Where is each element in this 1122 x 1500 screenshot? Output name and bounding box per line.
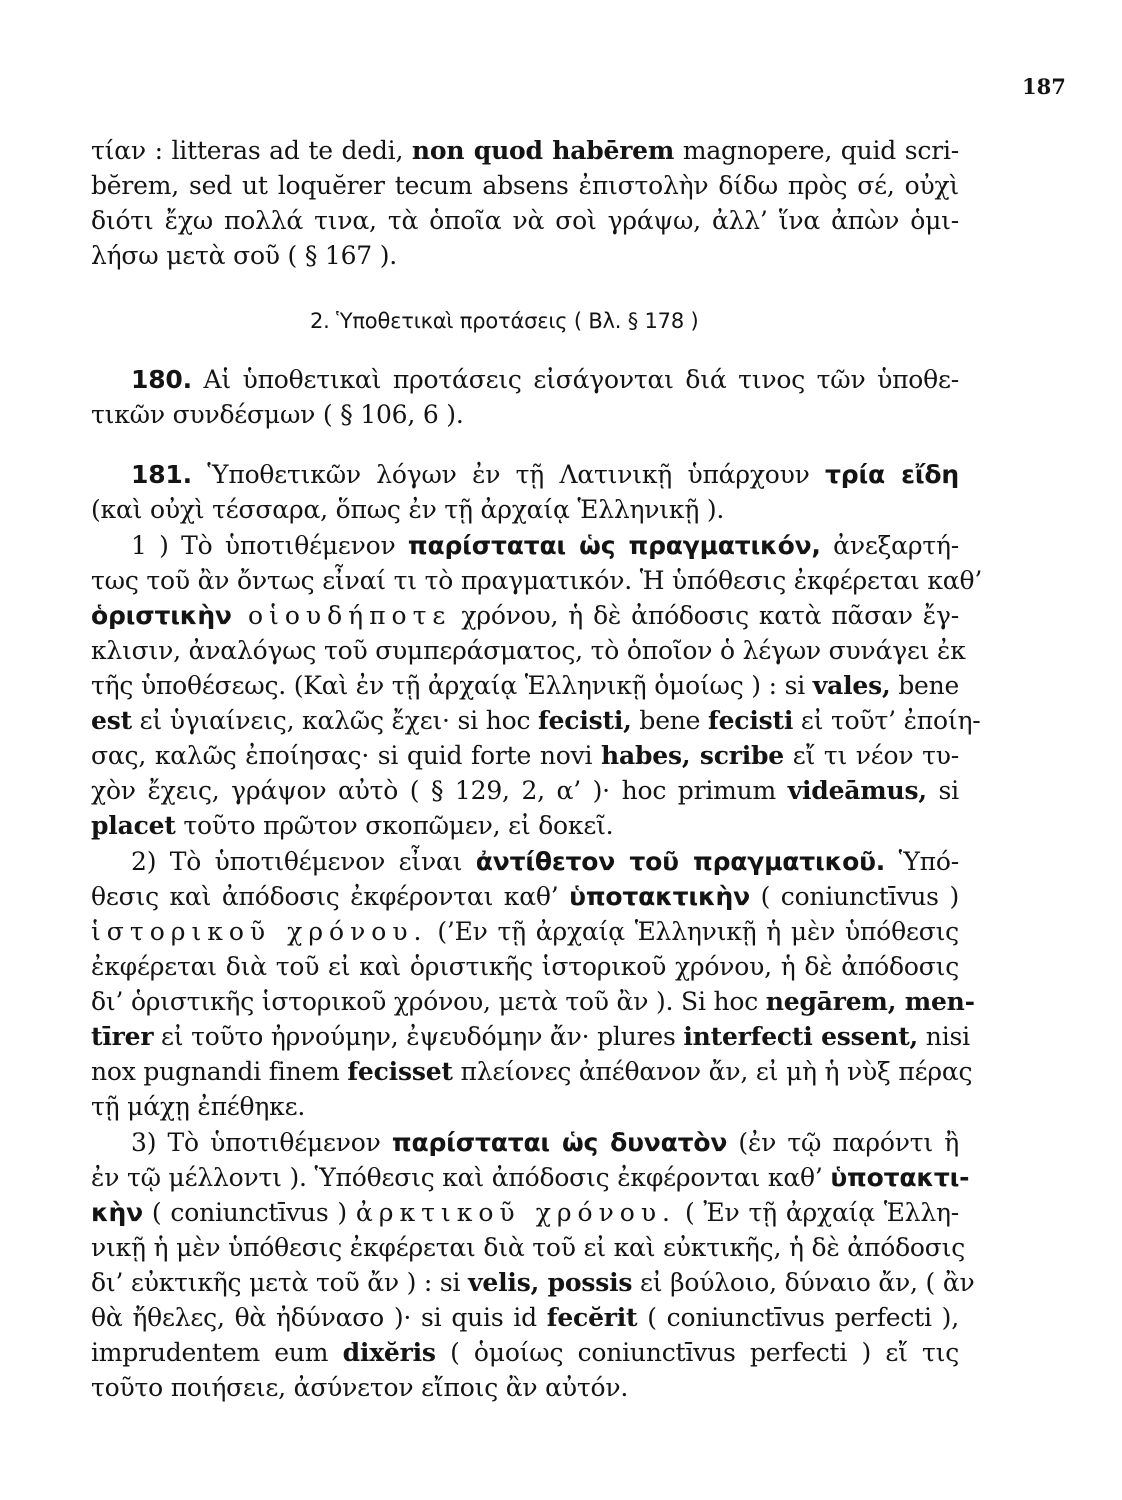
text-line: νικῇ ἡ μὲν ὑπόθεσις ἐκφέρεται διὰ τοῦ εἰ καὶ εὐκτικῆς, ἡ δὲ ἀπόδοσις xyxy=(91,1233,966,1262)
text-line: τῆς ὑποθέσεως. (Καὶ ἐν τῇ ἀρχαίᾳ Ἑλληνικῇ ὁμοίως ) : si vales, bene xyxy=(91,671,960,700)
subsection-heading: 2. Ὑποθετικαὶ προτάσεις ( Βλ. § 178 ) xyxy=(310,309,699,333)
section-180: 180. Αἱ ὑποθετικαὶ προτάσεις εἰσάγονται διά τινος τῶν ὑποθε- xyxy=(131,365,959,394)
text-line: 1 ) Τὸ ὑποτιθέμενον παρίσταται ὡς πραγματικόν, ἀνεξαρτή- xyxy=(131,531,959,560)
text-line: θεσις καὶ ἀπόδοσις ἐκφέρονται καθ’ ὑποτακτικὴν ( coniunctīvus ) xyxy=(91,882,959,911)
text-line: δι’ ὁριστικῆς ἱστορικοῦ χρόνου, μετὰ τοῦ ἂν ). Si hoc negārem, men- xyxy=(91,987,975,1016)
text-line: placet τοῦτο πρῶτον σκοπῶμεν, εἰ δοκεῖ. xyxy=(91,811,614,840)
text-line: διότι ἔχω πολλά τινα, τὰ ὁποῖα νὰ σοὶ γράψω, ἀλλ’ ἵνα ἀπὼν ὁμι- xyxy=(91,206,959,235)
text-line: (καὶ οὐχὶ τέσσαρα, ὅπως ἐν τῇ ἀρχαίᾳ Ἑλληνικῇ ). xyxy=(91,495,725,524)
text-line: τίαν : litteras ad te dedi, non quod habērem magnopere, quid scri- xyxy=(91,136,959,165)
text-line: 2) Τὸ ὑποτιθέμενον εἶναι ἀντίθετον τοῦ πραγματικοῦ. Ὑπό- xyxy=(131,847,959,876)
text-line: bĕrem, sed ut loquĕrer tecum absens ἐπιστολὴν δίδω πρὸς σέ, οὐχὶ xyxy=(91,171,959,200)
text-line: ὁριστικὴν οἱουδήποτε χρόνου, ἡ δὲ ἀπόδοσις κατὰ πᾶσαν ἔγ- xyxy=(91,601,959,630)
text-line: τικῶν συνδέσμων ( § 106, 6 ). xyxy=(91,400,464,429)
text-line: tīrer εἰ τοῦτο ἠρνούμην, ἐψευδόμην ἄν· plures interfecti essent, nisi xyxy=(91,1022,970,1051)
text-line: imprudentem eum dixĕris ( ὁμοίως coniunctīvus perfecti ) εἴ τις xyxy=(91,1338,960,1367)
text-line: τοῦτο ποιήσειε, ἀσύνετον εἴποις ἂν αὐτόν. xyxy=(91,1373,629,1402)
text-line: λήσω μετὰ σοῦ ( § 167 ). xyxy=(91,241,398,270)
text-line: σας, καλῶς ἐποίησας· si quid forte novi habes, scribe εἴ τι νέον τυ- xyxy=(91,741,959,770)
text-line: est εἰ ὑγιαίνεις, καλῶς ἔχει· si hoc fecisti, bene fecisti εἰ τοῦτ’ ἐποίη- xyxy=(91,706,981,735)
text-line: κὴν ( coniunctīvus ) ἀρκτικοῦ χρόνου. ( Ἐν τῇ ἀρχαίᾳ Ἑλλη- xyxy=(91,1198,959,1227)
text-line: χὸν ἔχεις, γράψον αὐτὸ ( § 129, 2, α’ )· hoc primum videāmus, si xyxy=(91,776,959,805)
text-line: ἱστορικοῦ χρόνου. (’Εν τῇ ἀρχαίᾳ Ἑλληνικῇ ἡ μὲν ὑπόθεσις xyxy=(91,917,959,946)
page-number: 187 xyxy=(1022,74,1066,99)
section-181: 181. Ὑποθετικῶν λόγων ἐν τῇ Λατινικῇ ὑπάρχουν τρία εἴδη xyxy=(131,460,959,489)
text-line: nox pugnandi finem fecisset πλείονες ἀπέθανον ἄν, εἰ μὴ ἡ νὺξ πέρας xyxy=(91,1057,973,1086)
text-line: δι’ εὐκτικῆς μετὰ τοῦ ἄν ) : si velis, possis εἰ βούλοιο, δύναιο ἄν, ( ἂν xyxy=(91,1268,975,1297)
text-line: ἐκφέρεται διὰ τοῦ εἰ καὶ ὁριστικῆς ἱστορικοῦ χρόνου, ἡ δὲ ἀπόδοσις xyxy=(91,952,959,981)
text-line: τῇ μάχῃ ἐπέθηκε. xyxy=(91,1092,306,1121)
text-line: τως τοῦ ἂν ὄντως εἶναί τι τὸ πραγματικόν. Ἡ ὑπόθεσις ἐκφέρεται καθ’ xyxy=(91,566,983,595)
text-line: κλισιν, ἀναλόγως τοῦ συμπεράσματος, τὸ ὁποῖον ὁ λέγων συνάγει ἐκ xyxy=(91,636,966,665)
text-line: 3) Τὸ ὑποτιθέμενον παρίσταται ὡς δυνατὸν (ἐν τῷ παρόντι ἢ xyxy=(131,1128,960,1157)
text-line: θὰ ἤθελες, θὰ ἠδύνασο )· si quis id fecĕrit ( coniunctīvus perfecti ), xyxy=(91,1303,959,1332)
text-line: ἐν τῷ μέλλοντι ). Ὑπόθεσις καὶ ἀπόδοσις ἐκφέρονται καθ’ ὑποτακτι- xyxy=(91,1163,970,1192)
